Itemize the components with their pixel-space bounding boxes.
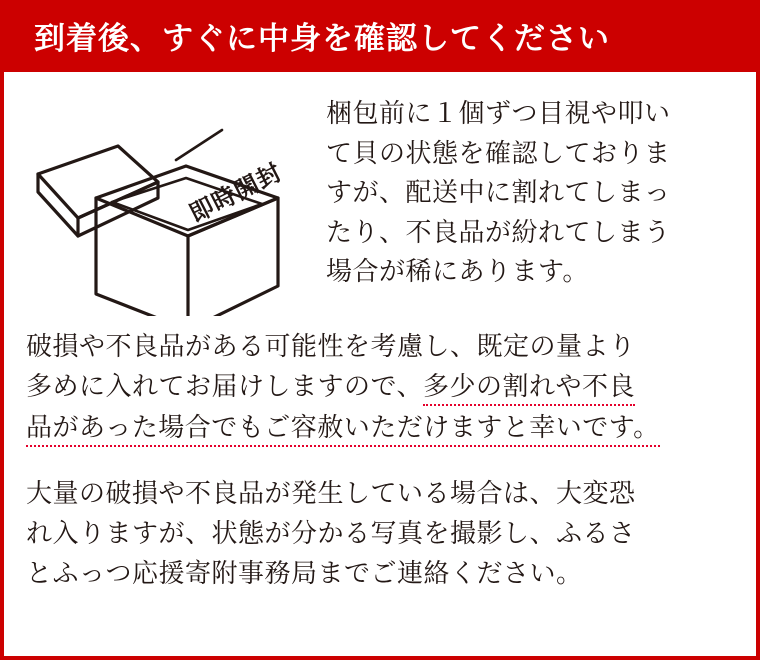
mid-paragraph-line xyxy=(26,407,734,447)
mid-line2-text: 多めに入れてお届けしますので、 xyxy=(26,371,423,402)
mid-paragraph-line xyxy=(26,366,734,406)
page-title: 到着後、すぐに中身を確認してください xyxy=(34,20,610,56)
top-paragraph-line: すが、配送中に割れてしまっ xyxy=(326,177,671,208)
top-paragraph-line: て貝の状態を確認しておりま xyxy=(326,137,671,168)
mid-line3-emphasis: 品があった場合でもご容赦いただけますと幸いです。 xyxy=(26,412,660,447)
bottom-paragraph-line: とふっつ応援寄附事務局までご連絡ください。 xyxy=(26,558,583,589)
top-paragraph-line: 場合が稀にあります。 xyxy=(326,256,589,287)
header-banner xyxy=(4,4,756,72)
open-box-icon xyxy=(26,86,326,316)
illustration xyxy=(26,86,326,316)
top-paragraph xyxy=(326,86,734,292)
stamp-label: 即時開封 xyxy=(185,158,287,229)
bottom-paragraph xyxy=(4,447,756,594)
bottom-paragraph-line: 大量の破損や不良品が発生している場合は、大変恐 xyxy=(26,477,636,508)
mid-paragraph xyxy=(4,316,756,447)
top-paragraph-line: 梱包前に１個ずつ目視や叩い xyxy=(326,98,671,128)
mid-line2-emphasis: 多少の割れや不良 xyxy=(423,371,635,406)
bottom-paragraph-line: れ入りますが、状態が分かる写真を撮影し、ふるさ xyxy=(26,518,636,549)
mid-line1-text: 破損や不良品がある可能性を考慮し、既定の量より xyxy=(26,331,636,361)
top-paragraph-line: たり、不良品が紛れてしまう xyxy=(326,216,671,247)
mid-paragraph-line xyxy=(26,326,734,366)
top-section xyxy=(4,72,756,316)
